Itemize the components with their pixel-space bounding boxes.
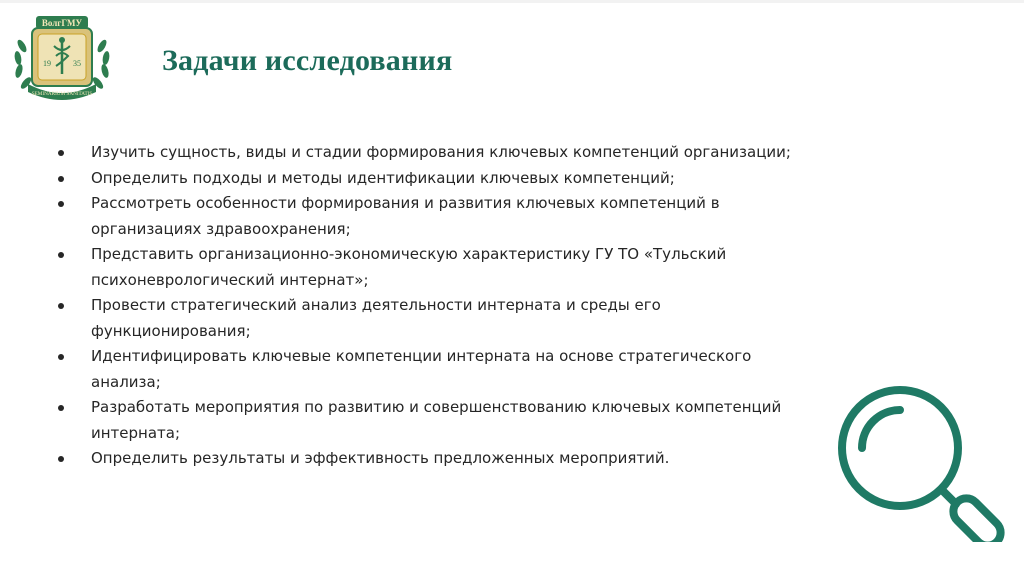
list-item-text: Изучить сущность, виды и стадии формирования ключевых компетенций организации; bbox=[91, 143, 791, 161]
bullet-icon bbox=[58, 354, 64, 360]
bullet-icon bbox=[58, 150, 64, 156]
bullet-icon bbox=[58, 176, 64, 182]
list-item bbox=[58, 395, 818, 446]
list-item-text: Разработать мероприятия по развитию и совершенствованию ключевых компетенций интерната; bbox=[91, 398, 782, 442]
task-list bbox=[58, 140, 818, 472]
list-item bbox=[58, 242, 818, 293]
list-item-text: Определить подходы и методы идентификации ключевых компетенций; bbox=[91, 168, 675, 187]
list-item-text: Определить результаты и эффективность предложенных мероприятий. bbox=[91, 449, 670, 467]
list-item bbox=[58, 293, 818, 344]
list-item-text: Идентифицировать ключевые компетенции интерната на основе стратегического анализа; bbox=[91, 347, 752, 391]
logo-year-left: 19 bbox=[43, 59, 51, 68]
list-item bbox=[58, 191, 818, 242]
bullet-icon bbox=[58, 201, 64, 207]
magnifying-glass-icon bbox=[832, 382, 1018, 542]
list-item-text: Провести стратегический анализ деятельности интерната и среды его функционирования; bbox=[91, 296, 661, 340]
top-divider bbox=[0, 0, 1024, 3]
list-item bbox=[58, 166, 818, 192]
page-title: Задачи исследования bbox=[162, 44, 453, 77]
list-item bbox=[58, 446, 818, 472]
list-item bbox=[58, 344, 818, 395]
bullet-icon bbox=[58, 456, 64, 462]
list-item-text: Представить организационно-экономическую характеристику ГУ ТО «Тульский психоневрологический интернат»; bbox=[91, 245, 727, 289]
logo-year-right: 35 bbox=[73, 59, 81, 68]
list-item bbox=[58, 140, 818, 166]
list-item-text: Рассмотреть особенности формирования и развития ключевых компетенций в организациях здравоохранения; bbox=[91, 194, 720, 238]
bullet-icon bbox=[58, 405, 64, 411]
logo-bottom-text: SEMINARIUM SANITATIS bbox=[31, 91, 93, 97]
bullet-icon bbox=[58, 252, 64, 258]
logo-top-text: ВолгГМУ bbox=[41, 18, 83, 28]
bullet-icon bbox=[58, 303, 64, 309]
university-emblem-icon bbox=[10, 10, 114, 104]
